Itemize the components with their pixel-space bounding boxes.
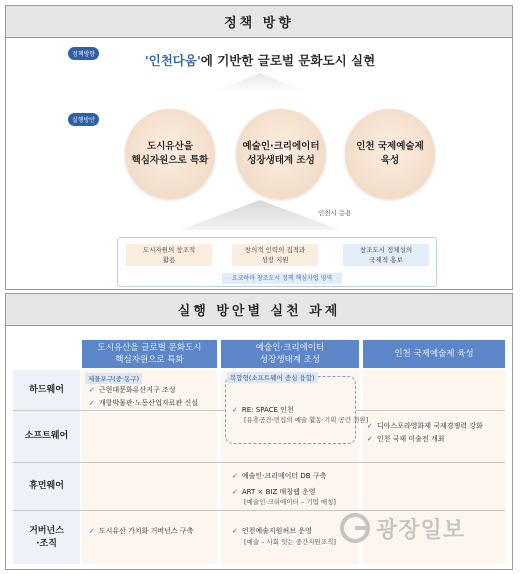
incheon-application-note: 인천시 응용 — [318, 209, 352, 217]
governance-sub: [예술 – 사회 잇는 중간지원조직] — [244, 538, 336, 546]
policy-direction-header — [5, 5, 513, 38]
governance-heritage-text: 도시유산 가치화 거버넌스 구축 — [98, 527, 194, 535]
re-space-item — [232, 405, 294, 415]
vision-chevron — [210, 73, 310, 95]
re-space-description: [유휴공간·빈집의 예술 활동·기획 공간 전환] — [244, 416, 369, 424]
yokohama-box-identity — [343, 244, 429, 266]
strategy-circle-heritage — [125, 109, 215, 199]
vision-rest: 에 기반한 글로벌 문화도시 실현 — [200, 53, 376, 68]
vision-quote: '인천다움' — [144, 53, 201, 68]
hardware-item-text: 근현대문화유산지구 조성 — [98, 386, 176, 394]
humanware-item — [232, 471, 326, 481]
strategy-circle-label: 도시유산을 핵심자원으로 특화 — [131, 141, 209, 166]
yokohama-box-resources — [126, 244, 212, 266]
column-header-label: 도시유산을 글로벌 문화도시 핵심자원으로 특화 — [97, 343, 202, 365]
check-icon: ✓ — [367, 435, 373, 443]
governance-hub-item — [232, 526, 312, 536]
column-header-heritage — [82, 340, 217, 368]
action-tasks-header-text: 실행 방안별 실천 과제 — [177, 304, 341, 319]
policy-badge: 정책방향 — [68, 47, 99, 60]
check-icon: ✓ — [232, 406, 238, 414]
humanware-item — [232, 487, 316, 497]
software-festival-text: 인천 국제 미술전 개최 — [376, 435, 445, 443]
strategy-circle-label: 예술인·크리에이터 성장생태계 조성 — [242, 141, 320, 166]
row-label-text: 하드웨어 — [29, 384, 64, 395]
hardware-item-text: 개항박물관·노동산업자료관 신설 — [98, 399, 198, 407]
check-icon: ✓ — [232, 472, 238, 480]
watermark-text: 광장일보 — [376, 517, 466, 543]
main-vision-title — [0, 51, 520, 69]
column-header-festival — [363, 340, 505, 368]
yokohama-area-label — [222, 273, 342, 284]
check-icon: ✓ — [89, 527, 95, 535]
watermark-logo — [340, 508, 510, 548]
governance-heritage-item — [89, 526, 193, 536]
action-tasks-header — [5, 293, 513, 326]
humanware-sub: [예술인·크리에이터 – 기업 매칭] — [244, 498, 336, 506]
check-icon: ✓ — [89, 386, 95, 394]
practice-badge: 실행방안 — [68, 113, 99, 126]
complex-type-tag — [227, 372, 318, 383]
row-label-text: 소프트웨어 — [24, 431, 69, 441]
strategy-circle-festival — [345, 109, 435, 199]
column-header-label: 인천 국제예술제 육성 — [394, 349, 474, 359]
check-icon: ✓ — [89, 399, 95, 407]
yokohama-box-label: 창조도시 정체성의 국제적 홍보 — [359, 246, 413, 264]
row-label-governance — [13, 511, 80, 564]
yokohama-box-talent — [232, 244, 318, 266]
row-divider — [13, 462, 505, 463]
hardware-area-tag-text: 제물포구(중·동구) — [88, 375, 140, 383]
hardware-item — [89, 385, 175, 395]
humanware-item-text: ART × BIZ 매칭랩 운영 — [241, 488, 316, 496]
hardware-item — [89, 398, 198, 408]
software-festival-item — [367, 434, 444, 444]
yokohama-area-label-text: 요코하마 창조도시 정책 핵심사업 영역 — [231, 274, 333, 282]
column-header-label: 예술인·크리에이터 성장생태계 조성 — [255, 343, 325, 365]
re-space-text: RE: SPACE 인천 — [241, 406, 294, 414]
column-header-artists — [221, 340, 359, 368]
strategy-circle-label: 인천 국제예술제 육성 — [356, 141, 424, 166]
row-label-text: 휴먼웨어 — [29, 481, 64, 491]
row-label-hardware — [13, 370, 80, 410]
row-label-text: 거버넌스 ·조직 — [29, 525, 64, 549]
check-icon: ✓ — [232, 488, 238, 496]
software-festival-item — [367, 421, 483, 431]
humanware-item-text: 예술인·크리에이터 DB 구축 — [241, 472, 327, 480]
complex-type-tag-text: 복합형(소프트웨어 중심 융합) — [230, 374, 315, 382]
watermark-g-icon — [340, 513, 370, 543]
row-label-humanware — [13, 463, 80, 510]
hardware-area-tag — [85, 373, 142, 384]
policy-direction-header-text: 정책 방향 — [224, 16, 294, 31]
check-icon: ✓ — [367, 422, 373, 430]
strategy-circle-artists — [236, 109, 326, 199]
software-festival-text: 디아스포라영화제 국제경쟁력 강화 — [376, 422, 483, 430]
row-label-software — [13, 411, 80, 462]
governance-hub-text: 인천예술지원허브 운영 — [241, 527, 312, 535]
yokohama-box-label: 도시자원의 창조적 활용 — [142, 246, 196, 264]
yokohama-box-label: 창의적 인력의 집적과 성장 지원 — [244, 246, 306, 264]
base-chevron — [180, 200, 340, 232]
check-icon: ✓ — [232, 527, 238, 535]
